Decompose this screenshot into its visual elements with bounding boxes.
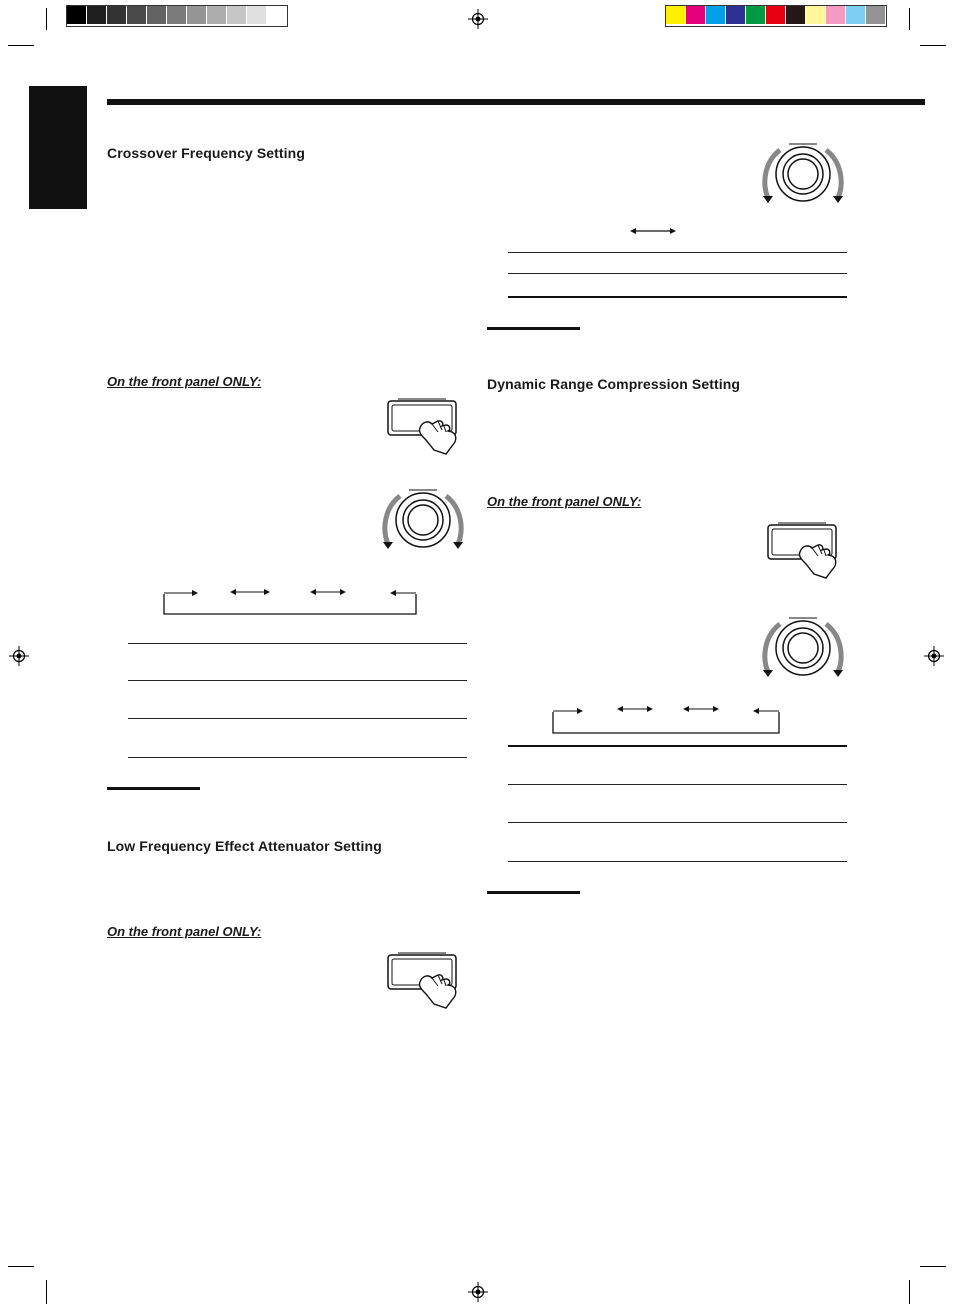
calibration-swatch bbox=[247, 6, 267, 24]
lfe-heading: Low Frequency Effect Attenuator Setting bbox=[107, 838, 382, 854]
calibration-swatch bbox=[127, 6, 147, 24]
section-divider bbox=[487, 327, 580, 330]
calibration-swatch bbox=[107, 6, 127, 24]
calibration-swatch bbox=[846, 6, 866, 24]
section-divider bbox=[487, 891, 580, 894]
calibration-swatch bbox=[706, 6, 726, 24]
registration-mark-icon bbox=[9, 646, 29, 666]
calibration-swatch bbox=[686, 6, 706, 24]
calibration-swatch bbox=[806, 6, 826, 24]
calibration-swatch bbox=[866, 6, 886, 24]
table-rule bbox=[128, 718, 467, 719]
calibration-swatch bbox=[147, 6, 167, 24]
crossover-heading: Crossover Frequency Setting bbox=[107, 145, 305, 161]
table-rule bbox=[508, 273, 847, 274]
rotary-dial-icon bbox=[758, 616, 848, 678]
crop-mark-top-left-h bbox=[8, 45, 34, 46]
calibration-swatch bbox=[167, 6, 187, 24]
registration-mark-icon bbox=[468, 9, 488, 29]
finger-pressing-button-icon bbox=[386, 952, 466, 1012]
table-rule bbox=[508, 861, 847, 862]
drc-heading: Dynamic Range Compression Setting bbox=[487, 376, 741, 392]
cycle-arrows-icon bbox=[162, 588, 420, 618]
cycle-arrows-icon bbox=[551, 704, 783, 736]
crop-mark-top-right-v bbox=[909, 8, 910, 30]
registration-mark-icon bbox=[924, 646, 944, 666]
calibration-swatch bbox=[726, 6, 746, 24]
double-arrow-icon bbox=[630, 226, 676, 236]
table-rule bbox=[508, 252, 847, 253]
calibration-swatch bbox=[267, 6, 287, 24]
rotary-dial-icon bbox=[758, 142, 848, 204]
calibration-swatch bbox=[666, 6, 686, 24]
calibration-swatch bbox=[67, 6, 87, 24]
crossover-panel-note: On the front panel ONLY: bbox=[107, 374, 262, 389]
calibration-swatch bbox=[826, 6, 846, 24]
table-rule bbox=[508, 296, 847, 298]
table-rule bbox=[508, 822, 847, 823]
calibration-swatch bbox=[786, 6, 806, 24]
registration-mark-icon bbox=[468, 1282, 488, 1302]
table-rule bbox=[508, 784, 847, 785]
crop-mark-bottom-right-v bbox=[909, 1280, 910, 1304]
calibration-swatch bbox=[87, 6, 107, 24]
crop-mark-bottom-left-v bbox=[46, 1280, 47, 1304]
calibration-swatch bbox=[766, 6, 786, 24]
crop-mark-bottom-left-h bbox=[8, 1266, 34, 1267]
rotary-dial-icon bbox=[378, 488, 468, 550]
section-divider bbox=[107, 787, 200, 790]
finger-pressing-button-icon bbox=[766, 522, 846, 582]
calibration-swatch bbox=[187, 6, 207, 24]
finger-pressing-button-icon bbox=[386, 398, 466, 458]
calibration-swatch bbox=[207, 6, 227, 24]
crop-mark-top-right-h bbox=[920, 45, 946, 46]
lfe-panel-note: On the front panel ONLY: bbox=[107, 924, 262, 939]
language-tab bbox=[29, 86, 87, 209]
calibration-swatch bbox=[227, 6, 247, 24]
calibration-swatch bbox=[746, 6, 766, 24]
drc-panel-note: On the front panel ONLY: bbox=[487, 494, 642, 509]
table-rule bbox=[128, 757, 467, 758]
table-rule bbox=[128, 680, 467, 681]
table-rule bbox=[508, 745, 847, 747]
header-rule bbox=[107, 99, 925, 105]
crop-mark-top-left-v bbox=[46, 8, 47, 30]
crop-mark-bottom-right-h bbox=[920, 1266, 946, 1267]
table-rule bbox=[128, 643, 467, 644]
